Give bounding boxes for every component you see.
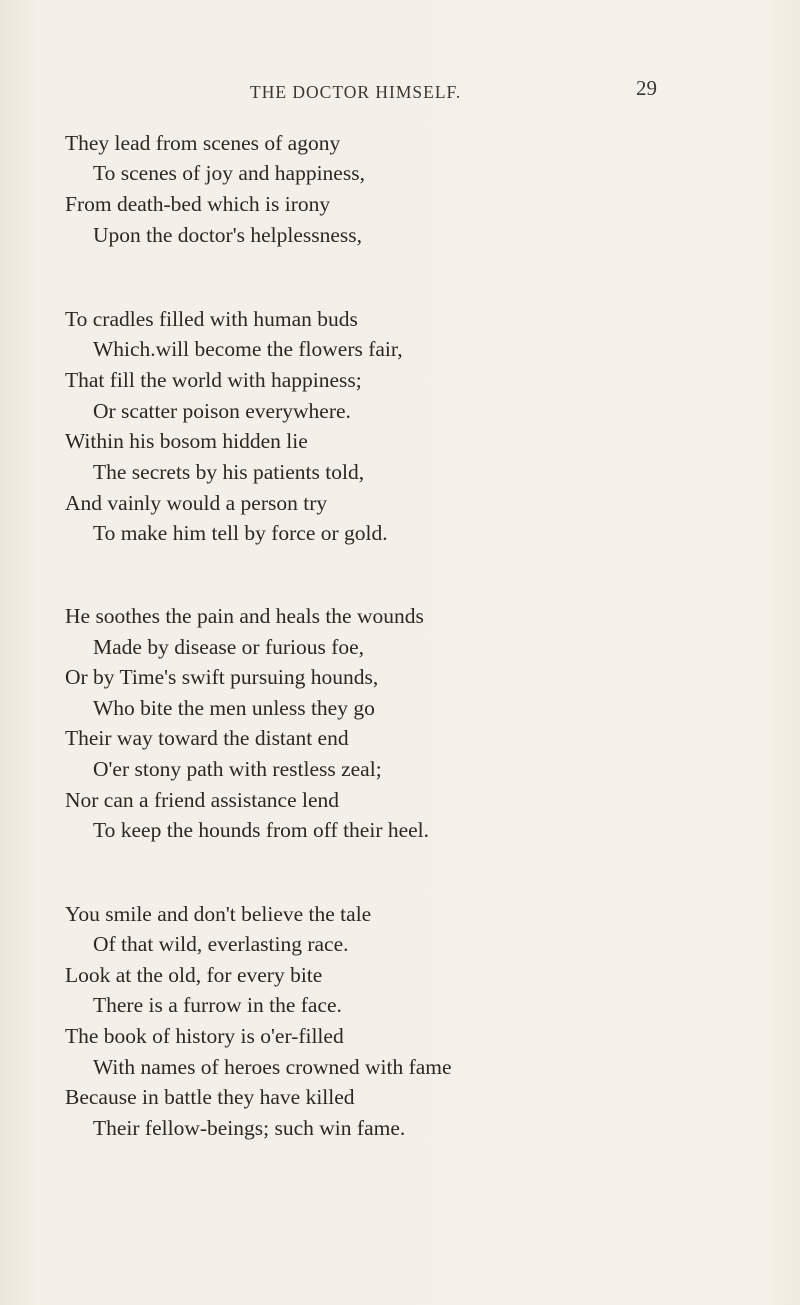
poem-line: They lead from scenes of agony — [65, 131, 341, 155]
page-number: 29 — [636, 76, 657, 100]
poem-line: Their fellow-beings; such win fame. — [93, 1116, 406, 1140]
poem-line: Or scatter poison everywhere. — [93, 399, 351, 423]
poem-line: To keep the hounds from off their heel. — [93, 818, 430, 842]
poem-line: Their way toward the distant end — [65, 726, 349, 750]
poem-line: He soothes the pain and heals the wounds — [65, 604, 424, 628]
poem-line: To make him tell by force or gold. — [93, 521, 388, 545]
poem-line: And vainly would a person try — [65, 491, 328, 515]
poem-line: The book of history is o'er-filled — [65, 1024, 344, 1048]
poem-line: Made by disease or furious foe, — [93, 635, 365, 659]
poem-line: The secrets by his patients told, — [93, 460, 365, 484]
poem-line: Upon the doctor's helplessness, — [93, 223, 363, 247]
poem-line: Of that wild, everlasting race. — [93, 932, 349, 956]
poem-line: You smile and don't believe the tale — [65, 902, 372, 926]
poem-line: Because in battle they have killed — [65, 1085, 355, 1109]
running-title: THE DOCTOR HIMSELF. — [250, 82, 462, 102]
poem-line: Which.will become the flowers fair, — [93, 337, 403, 361]
poem-line: Nor can a friend assistance lend — [65, 788, 340, 812]
poem-line: With names of heroes crowned with fame — [93, 1055, 452, 1079]
poem-line: To cradles filled with human buds — [65, 307, 358, 331]
poem-line: Or by Time's swift pursuing hounds, — [65, 665, 379, 689]
poem-line: Look at the old, for every bite — [65, 963, 323, 987]
poem-line: O'er stony path with restless zeal; — [93, 757, 382, 781]
poem-line: That fill the world with happiness; — [65, 368, 362, 392]
poem-line: To scenes of joy and happiness, — [93, 161, 365, 185]
poem-line: There is a furrow in the face. — [93, 993, 342, 1017]
poem-line: Who bite the men unless they go — [93, 696, 375, 720]
poem-line: Within his bosom hidden lie — [65, 429, 308, 453]
poem-line: From death-bed which is irony — [65, 192, 331, 216]
